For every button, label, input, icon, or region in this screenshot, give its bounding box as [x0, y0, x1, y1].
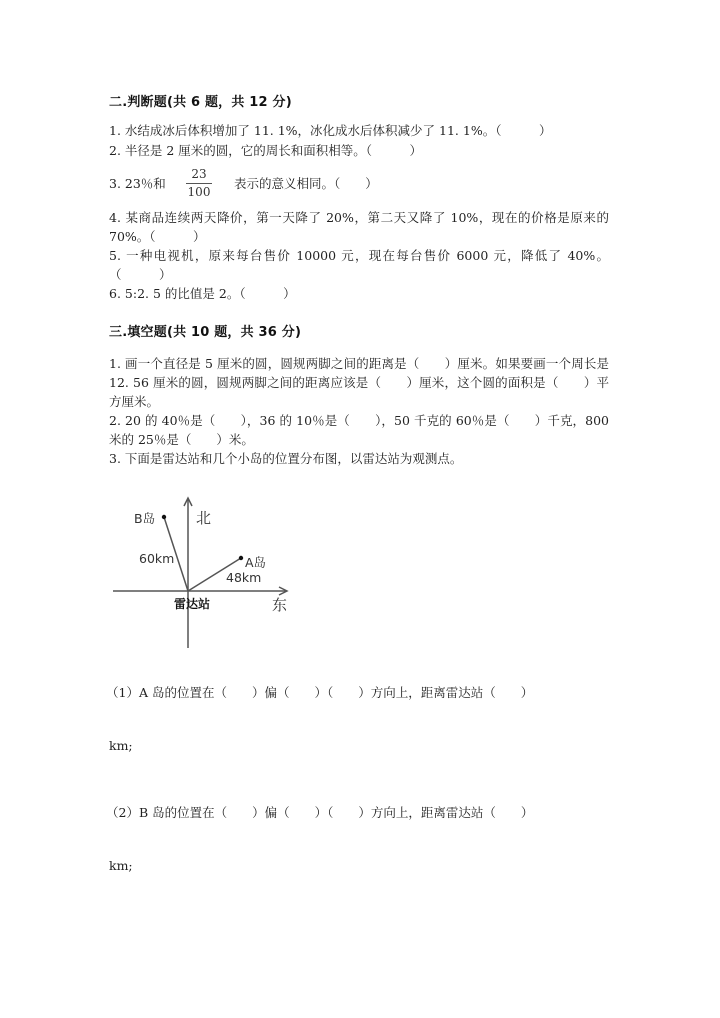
judge-question-5: 5. 一种电视机，原来每台售价 10000 元，现在每台售价 6000 元，降低了 40%。（ ） [109, 248, 609, 282]
subquestion-2: （2）B 岛的位置在（ ）偏（ ）（ ）方向上，距离雷达站（ ） [106, 805, 534, 820]
island-a-distance: 48km [226, 570, 262, 585]
island-a-label: A岛 [245, 555, 267, 570]
subquestion-2-unit: km; [109, 858, 133, 873]
judge-question-3-suffix: 表示的意义相同。（ ） [234, 176, 378, 191]
island-b-label: B岛 [134, 511, 156, 526]
judge-question-2: 2. 半径是 2 厘米的圆，它的周长和面积相等。（ ） [109, 143, 423, 158]
island-b-distance: 60km [139, 551, 175, 566]
section-3-title: 三.填空题(共 10 题，共 36 分) [109, 325, 302, 340]
judge-question-4: 4. 某商品连续两天降价，第一天降了 20%，第二天又降了 10%，现在的价格是原来的 70%。（ ） [109, 210, 609, 244]
fill-question-2: 2. 20 的 40％是（ ），36 的 10％是（ ），50 千克的 60％是（ ）千克，800 米的 25％是（ ）米。 [109, 413, 609, 447]
subquestion-1: （1）A 岛的位置在（ ）偏（ ）（ ）方向上，距离雷达站（ ） [106, 685, 534, 700]
fill-question-1: 1. 画一个直径是 5 厘米的圆，圆规两脚之间的距离是（ ）厘米。如果要画一个周长是 12. 56 厘米的圆，圆规两脚之间的距离应该是（ ）厘米，这个圆的面积是（ ）平方厘米。 [109, 356, 609, 409]
judge-question-3-prefix: 3. 23％和 [109, 176, 166, 191]
section-2-title: 二.判断题(共 6 题，共 12 分) [109, 95, 292, 110]
subquestion-1-unit: km; [109, 738, 133, 753]
fraction-23-over-100 [186, 167, 212, 199]
fraction-bar [186, 183, 212, 184]
fraction-denominator: 100 [187, 185, 211, 199]
north-label: 北 [196, 509, 212, 527]
fill-question-3: 3. 下面是雷达站和几个小岛的位置分布图，以雷达站为观测点。 [109, 451, 463, 466]
east-label: 东 [272, 596, 288, 614]
radar-station-label: 雷达站 [174, 597, 211, 611]
radar-position-diagram [100, 490, 310, 660]
fraction-numerator: 23 [191, 167, 207, 181]
judge-question-1: 1. 水结成冰后体积增加了 11. 1%，冰化成水后体积减少了 11. 1%。（ ） [109, 123, 552, 138]
judge-question-6: 6. 5:2. 5 的比值是 2。（ ） [109, 286, 296, 301]
